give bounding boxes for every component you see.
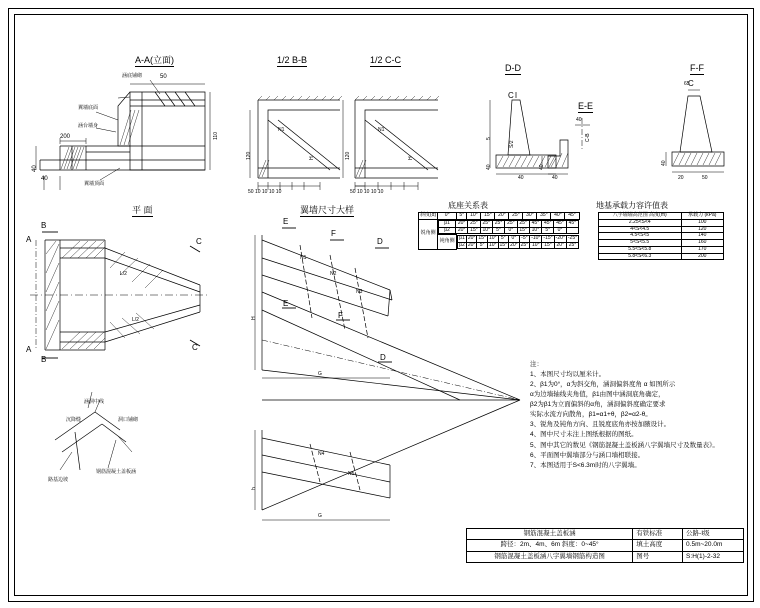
angle-r1c1: 15° [468, 227, 480, 234]
title-block-fill-value: 0.5m~20.0m [683, 540, 744, 551]
bearing-r0c0: 2.25<S<4 [599, 219, 682, 226]
angle-group2-label: 钝角侧 [438, 235, 457, 250]
callout-wing-top: 翼墙顶面 [84, 181, 105, 187]
angle-r0c6: 45° [529, 220, 541, 227]
section-mark-f-2: F [338, 311, 343, 320]
angle-col-7: 35° [537, 213, 551, 220]
wing-bar-n3: N3 [356, 289, 363, 295]
dim-bb-bar: N1 [278, 127, 285, 133]
angle-r1c8: 0° [554, 227, 566, 234]
view-title-f-f: F-F [690, 63, 704, 73]
angle-r2c8: -20° [555, 234, 565, 241]
angle-r2c9: -25° [567, 234, 578, 241]
section-mark-d-1: D [377, 237, 383, 246]
section-mark-f-1: F [331, 229, 336, 238]
dim-ff-b2: 50 [702, 175, 708, 181]
angle-r1c6: 10° [529, 227, 541, 234]
title-block-code-value: S:H(1)-2-32 [683, 551, 744, 562]
angle-r3c9: 25° [566, 242, 578, 249]
table-row [599, 246, 724, 253]
wing-label-bottom2: G [318, 513, 322, 519]
bearing-r1c1: 120 [681, 226, 724, 233]
angle-col-0: 0° [438, 213, 457, 220]
dim-aa-right: 110 [213, 132, 219, 140]
dim-cc-left: 120 [345, 151, 351, 160]
bearing-r5c1: 200 [681, 253, 724, 260]
note-item: 2、β1为0°，α为斜交角，涵洞偏斜度角 α 如图所示 [530, 381, 676, 389]
bearing-col-0: 八字墙墙高范围 高度(m) [599, 213, 682, 220]
angle-r2c6: -10° [531, 234, 541, 241]
dim-cc-bar: N1 [378, 127, 385, 133]
title-block-drawing-name: 钢筋混凝土盖板涵八字翼墙钢筋构造图 [467, 551, 633, 562]
dim-40-a: 40 [41, 176, 48, 182]
angle-r0c5: 25° [517, 220, 529, 227]
bearing-r5c0: 5.8<S<6.3 [599, 253, 682, 260]
angle-r0c8: 45° [554, 220, 566, 227]
note-item: 实际水流方向散角，β1=α1+θ，β2=α2-θ。 [530, 411, 652, 419]
title-block [466, 528, 744, 563]
angle-row2-name: β1 [459, 234, 465, 241]
section-mark-c-top: C [196, 237, 202, 246]
angle-r1c2: 10° [480, 227, 492, 234]
bearing-capacity-table [598, 212, 724, 260]
angle-col-5: 25° [509, 213, 523, 220]
plan-label-2: L/2 [132, 317, 139, 323]
bearing-r3c1: 160 [681, 240, 724, 247]
angle-row0-name: β1 [439, 220, 456, 227]
angle-relation-table [418, 212, 580, 250]
table-row [419, 219, 580, 235]
title-block-spec-value: 公路-Ⅰ级 [683, 529, 744, 540]
bearing-r2c1: 140 [681, 233, 724, 240]
wing-bar-n5: N5 [348, 471, 355, 477]
dim-40-vert: 40 [32, 165, 38, 172]
dim-ff-left: 40 [661, 160, 667, 166]
title-block-spec-label: 有铁标准 [633, 529, 683, 540]
angle-table-corner: 斜度(α) [420, 212, 437, 218]
angle-r0c0: 20° [456, 220, 468, 227]
callout-abutment: 涵台墙身 [78, 123, 99, 129]
wing-bar-n1: N1 [300, 255, 307, 261]
bearing-r3c0: 5<S<5.5 [599, 240, 682, 247]
dim-ee-inner: C-B [585, 133, 591, 142]
wing-label-left: H [251, 316, 257, 320]
angle-r3c4: 20° [510, 241, 518, 248]
angle-col-8: 40° [551, 213, 565, 220]
angle-col-4: 20° [495, 213, 509, 220]
dim-bb-left: 120 [246, 151, 252, 160]
angle-r2c1: 15° [478, 234, 486, 241]
note-item: 6、平面图中翼墙部分与涵口墙相联接。 [530, 451, 645, 459]
dim-ee-left: 40 [539, 164, 545, 170]
angle-r0c9: 45° [566, 220, 578, 227]
angle-r1c5: 15° [517, 227, 529, 234]
angle-r3c7: 15° [542, 242, 554, 249]
view-title-a-a: A-A(立面) [135, 55, 174, 65]
bearing-r2c0: 4.5<S<5 [599, 233, 682, 240]
dim-dd-left2: 40 [486, 164, 492, 170]
angle-group1-label: 锐角侧 [419, 219, 438, 249]
dim-ff-b1: 20 [678, 175, 684, 181]
callout-paving: 涵底铺砌 [122, 73, 143, 79]
angle-r3c3: 15° [499, 241, 508, 248]
angle-table-title: 底座关系表 [448, 201, 488, 210]
dim-ee-top: 40 [576, 117, 582, 123]
angle-r1c9 [566, 227, 578, 234]
angle-r1c7: 5° [542, 227, 554, 234]
axis-mark-f-c: C [688, 79, 694, 88]
angle-r0c7: 45° [542, 220, 554, 227]
angle-r0c4: 25° [505, 220, 517, 227]
bearing-r4c1: 170 [681, 246, 724, 253]
dim-dd-inner: S/2 [509, 140, 515, 148]
note-item: β2为β1为立面偏斜的α角，涵洞偏斜度确定要求 [530, 401, 666, 409]
angle-col-6: 30° [523, 213, 537, 220]
dim-ee-bottom: 40 [552, 175, 558, 181]
callout-culvert-center: 涵洞中线 [84, 399, 105, 405]
table-row [419, 235, 580, 250]
plan-label-1: L/2 [120, 271, 127, 277]
section-mark-e-1: E [283, 217, 289, 226]
angle-r0c1: 25° [468, 220, 480, 227]
note-item: 1、本图尺寸均以厘米计。 [530, 371, 606, 379]
table-row [599, 253, 724, 260]
section-mark-d-2: D [380, 353, 386, 362]
bearing-r1c0: 4<S<4.5 [599, 226, 682, 233]
table-row [467, 529, 744, 540]
dim-bb-h: H [309, 156, 315, 160]
angle-r2c2: 10° [488, 234, 497, 241]
view-title-d-d: D-D [505, 63, 521, 73]
callout-subgrade-slope: 路基边坡 [48, 477, 69, 483]
wing-bar-n2: N2 [330, 271, 337, 277]
title-block-subtitle: 跨径：2m、4m、6m 斜度：0~45° [467, 540, 633, 551]
angle-r3c5: 25° [520, 241, 529, 248]
angle-r3c2: 10° [488, 241, 497, 248]
angle-r2c0: 20° [467, 234, 476, 241]
angle-col-9: 45° [565, 213, 579, 220]
view-title-c-c: 1/2 C-C [370, 55, 402, 65]
angle-r0c3: 25° [492, 220, 504, 227]
angle-r3c1: 5° [477, 242, 488, 249]
angle-r3c8: 20° [554, 242, 566, 249]
angle-r2c4: 0° [509, 235, 520, 242]
section-mark-c-bottom: C [192, 343, 198, 352]
angle-r2c7: -15° [543, 234, 553, 241]
section-mark-a-top: A [26, 235, 32, 244]
bearing-r0c1: 100 [681, 219, 724, 226]
note-item: 4、图中尺寸未注上图纸根据的图纸。 [530, 431, 638, 439]
note-item: 5、图中其它的数见《钢筋混凝土盖板涵八字翼墙尺寸及数量表》。 [530, 441, 719, 449]
section-mark-b-top: B [41, 221, 47, 230]
angle-r1c3: 5° [492, 227, 504, 234]
dim-cc-row: 50 10 10 10 10 [350, 189, 384, 195]
callout-wing-bottom: 翼墙底面 [78, 105, 99, 111]
angle-r2c3: 5° [498, 235, 509, 242]
title-block-fill-label: 填土高度 [633, 540, 683, 551]
view-title-e-e: E-E [578, 101, 594, 111]
section-mark-e-2: E [283, 299, 289, 308]
section-mark-b-bottom: B [41, 355, 47, 364]
angle-col-3: 15° [481, 213, 495, 220]
bearing-table-title: 地基承载力容许值表 [596, 201, 668, 210]
axis-mark-d-c: C [508, 91, 514, 100]
notes-heading: 注： [530, 361, 543, 368]
angle-r3c6: 10° [530, 242, 542, 249]
dim-200: 200 [60, 134, 71, 140]
wing-bar-n4: N4 [318, 451, 325, 457]
angle-r1c4: 0° [505, 227, 517, 234]
dim-bb-row: 50 10 10 10 10 [248, 189, 282, 195]
table-row [467, 540, 744, 551]
angle-r3c0: 20° [467, 241, 476, 248]
note-item: 3、锐角及钝角方向、且锐度底角亦按加腋设计。 [530, 421, 671, 429]
view-title-b-b: 1/2 B-B [277, 55, 308, 65]
angle-r1c0: 20° [456, 227, 468, 234]
bearing-col-1: 承载力 (kPa) [681, 213, 724, 220]
angle-col-2: 10° [467, 213, 481, 220]
section-mark-a-bottom: A [26, 345, 32, 354]
table-row [599, 219, 724, 226]
wing-label-left2: h [251, 487, 257, 490]
title-block-code-label: 图号 [633, 551, 683, 562]
angle-r2c5: -5° [519, 235, 530, 242]
note-item: 7、本图适用于S<6.3m时的八字翼墙。 [530, 461, 641, 469]
notes-block [530, 360, 719, 471]
callout-opening-paving: 洞口铺砌 [118, 417, 139, 423]
angle-row3-name: β2 [459, 241, 465, 248]
angle-col-1: 5° [457, 213, 467, 220]
dim-cc-h: H [408, 156, 414, 160]
view-title-plan: 平 面 [132, 205, 153, 215]
view-title-wing-dim: 翼墙尺寸大样 [300, 205, 355, 215]
angle-r0c2: 25° [480, 220, 492, 227]
dim-dd-bottom: 40 [518, 175, 524, 181]
dim-ff-top: 65 [684, 81, 690, 87]
dim-dd-left: 5 [486, 137, 492, 140]
dim-50-aa: 50 [160, 74, 167, 80]
table-header-row [419, 213, 580, 220]
callout-settle-joint: 沉降缝 [66, 417, 82, 423]
table-row [467, 551, 744, 562]
bearing-r4c0: 5.5<S<5.8 [599, 246, 682, 253]
title-block-title: 钢筋混凝土盖板涵 [467, 529, 633, 540]
note-item: α为边墙轴线夹角值，β1由图中涵洞底角确定， [530, 391, 665, 399]
callout-rc-slab: 钢筋混凝土盖板涵 [96, 469, 137, 475]
angle-row1-name: β2 [439, 227, 456, 234]
wing-label-bottom: G [318, 371, 322, 377]
